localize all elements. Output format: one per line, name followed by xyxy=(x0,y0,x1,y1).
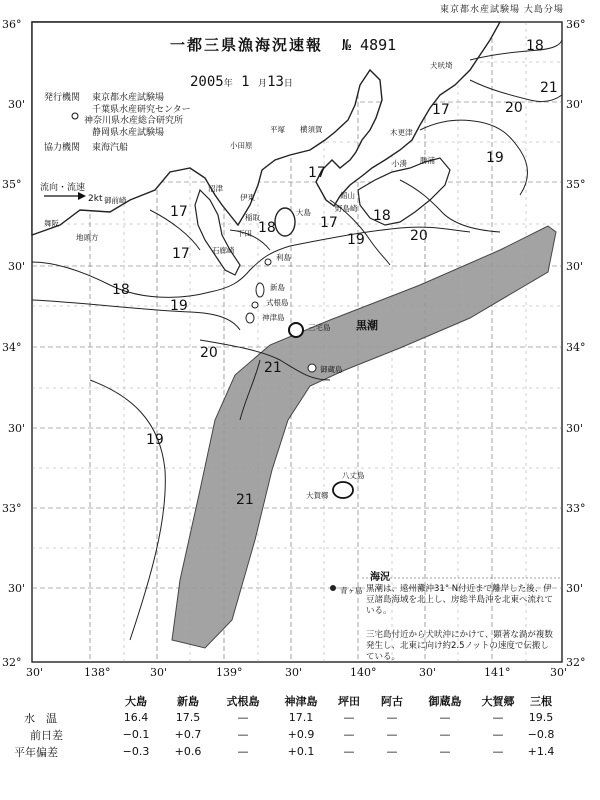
table-cell: — xyxy=(386,728,398,741)
table-cell: — xyxy=(492,745,504,758)
isotherm-label: 19 xyxy=(170,298,188,314)
lat-label-right: 30' xyxy=(566,582,584,595)
table-row xyxy=(10,743,560,760)
date-day-unit: 日 xyxy=(283,79,293,89)
island-aogashima xyxy=(330,585,336,591)
isotherm-label: 17 xyxy=(308,165,326,181)
row-label: 平年偏差 xyxy=(14,745,58,759)
column-header: 式根島 xyxy=(226,694,260,708)
lat-label-right: 30' xyxy=(566,98,584,111)
isotherm-label: 17 xyxy=(172,246,190,262)
island-niijima xyxy=(256,283,264,297)
table-cell: — xyxy=(439,745,451,758)
place-label: 八丈島 xyxy=(342,471,365,480)
isotherm-label: 18 xyxy=(526,38,544,54)
place-label: 野島崎 xyxy=(335,204,358,213)
lat-label: 36° xyxy=(2,18,22,31)
place-label: 神津島 xyxy=(262,313,285,322)
place-label: 青ヶ島 xyxy=(340,586,363,595)
isotherm-label: 20 xyxy=(505,100,523,116)
source-header: 東京都水産試験場 大島分場 xyxy=(440,5,564,15)
report-title: 一都三県漁海況速報 xyxy=(170,36,324,54)
island-toshima xyxy=(265,259,271,265)
water-temperature-table xyxy=(10,692,560,760)
table-cell: — xyxy=(492,728,504,741)
place-label: 伊東 xyxy=(240,193,255,202)
table-cell: — xyxy=(237,745,249,758)
place-label: 小田原 xyxy=(230,141,253,150)
column-header: 大賀郷 xyxy=(481,694,515,708)
column-header: 新島 xyxy=(177,694,199,708)
issuers-label: 発行機関 xyxy=(44,93,81,103)
date-year-unit: 年 xyxy=(223,79,233,89)
date-month: 1 xyxy=(241,74,250,90)
isotherm-label: 18 xyxy=(112,282,130,298)
table-cell: +0.7 xyxy=(174,728,202,741)
table-cell: — xyxy=(343,745,355,758)
lat-label-right: 34° xyxy=(566,341,586,354)
place-label: 大島 xyxy=(296,208,311,217)
table-cell: +0.9 xyxy=(287,728,315,741)
lon-label: 30' xyxy=(285,666,303,679)
issuer-item: 東京都水産試験場 xyxy=(92,93,165,103)
place-label: 稲取 xyxy=(245,213,260,222)
lat-label: 35° xyxy=(2,178,22,191)
table-cell: 19.5 xyxy=(528,711,554,724)
table-cell: — xyxy=(237,711,249,724)
table-cell: −0.1 xyxy=(122,728,150,741)
lon-label: 138° xyxy=(84,666,111,679)
place-label: 大賀郷 xyxy=(306,491,329,500)
island-hachijojima xyxy=(333,482,353,498)
isotherm-label: 21 xyxy=(236,492,254,508)
place-label: 御前崎 xyxy=(104,196,127,205)
cooperation-label: 協力機関 xyxy=(44,143,81,153)
cooperation-value: 東海汽船 xyxy=(92,143,129,153)
table-cell: — xyxy=(439,711,451,724)
lat-label: 30' xyxy=(8,422,26,435)
place-label: 地頭方 xyxy=(76,233,99,242)
lon-label: 141° xyxy=(484,666,511,679)
lat-label-right: 30' xyxy=(566,422,584,435)
place-label: 小湊 xyxy=(392,159,407,168)
sea-condition-text-1: 黒潮は、遠州灘沖31° N付近まで離岸した後、伊豆諸島海域を北上し、房総半島沖を北東へ流れている。 xyxy=(366,584,554,616)
place-label: 利島 xyxy=(276,253,291,262)
table-cell: — xyxy=(386,745,398,758)
island-oshima xyxy=(275,208,295,236)
lon-label: 30' xyxy=(150,666,168,679)
lat-label-right: 33° xyxy=(566,502,586,515)
isotherm-label: 20 xyxy=(200,345,218,361)
island-shikinejima xyxy=(252,302,258,308)
current-legend-label: 流向・流速 xyxy=(40,183,86,193)
issuer-item: 千葉県水産研究センター xyxy=(92,105,191,115)
place-label: 下田 xyxy=(237,229,252,238)
kuroshio-label: 黒潮 xyxy=(356,319,378,332)
date-day: 13 xyxy=(267,74,284,90)
lat-label: 32° xyxy=(2,656,22,669)
table-cell: — xyxy=(343,728,355,741)
isotherm-label: 21 xyxy=(540,80,558,96)
lon-label: 30' xyxy=(26,666,44,679)
lon-label: 139° xyxy=(216,666,243,679)
lat-label: 33° xyxy=(2,502,22,515)
report-date xyxy=(190,74,293,90)
date-year: 2005 xyxy=(190,74,224,90)
column-header: 御蔵島 xyxy=(428,694,462,708)
table-cell: −0.3 xyxy=(122,745,150,758)
place-label: 御蔵島 xyxy=(320,365,343,374)
table-cell: — xyxy=(386,711,398,724)
current-legend-speed: 2kt xyxy=(88,194,103,204)
table-cell: −0.8 xyxy=(527,728,555,741)
place-label: 勝浦 xyxy=(420,156,435,165)
table-cell: +0.6 xyxy=(174,745,202,758)
place-label: 館山 xyxy=(340,191,355,200)
place-label: 木更津 xyxy=(390,128,413,137)
lat-label: 30' xyxy=(8,260,26,273)
lat-label: 30' xyxy=(8,98,26,111)
isotherm-label: 19 xyxy=(347,232,365,248)
issuer-item: 神奈川県水産総合研究所 xyxy=(84,116,184,126)
table-row xyxy=(10,709,560,726)
row-label: 水 温 xyxy=(24,711,57,725)
isotherm-label: 21 xyxy=(264,360,282,376)
table-cell: 17.1 xyxy=(288,711,314,724)
isotherm-label: 18 xyxy=(258,220,276,236)
lon-label: 140° xyxy=(350,666,377,679)
table-cell: 17.5 xyxy=(175,711,201,724)
table-cell: — xyxy=(492,711,504,724)
place-label: 三宅島 xyxy=(308,323,331,332)
table-row xyxy=(10,726,560,743)
sea-condition-title: 海況 xyxy=(370,572,390,583)
isotherm-label: 19 xyxy=(146,432,164,448)
isotherm-label: 17 xyxy=(432,102,450,118)
isotherm-label: 17 xyxy=(170,204,188,220)
lat-label-right: 36° xyxy=(566,18,586,31)
row-label: 前日差 xyxy=(30,728,63,742)
lat-label-right: 30' xyxy=(566,260,584,273)
isotherm-label: 20 xyxy=(410,228,428,244)
lat-label-right: 32° xyxy=(566,656,586,669)
place-label: 新島 xyxy=(270,283,285,292)
column-header: 三根 xyxy=(530,694,552,708)
table-cell: +0.1 xyxy=(287,745,315,758)
column-header: 神津島 xyxy=(284,694,318,708)
lat-label: 34° xyxy=(2,341,22,354)
kanagawa-marker xyxy=(72,113,78,119)
place-label: 平塚 xyxy=(270,125,285,134)
column-header: 阿古 xyxy=(381,694,403,708)
lon-label: 30' xyxy=(419,666,437,679)
place-label: 沼津 xyxy=(208,184,223,193)
lat-label-right: 35° xyxy=(566,178,586,191)
table-cell: — xyxy=(237,728,249,741)
table-cell: — xyxy=(439,728,451,741)
island-miyakejima xyxy=(289,323,303,337)
table-cell: +1.4 xyxy=(527,745,555,758)
sea-condition-text-2: 三宅島付近から犬吠沖にかけて、顕著な渦が複数発生し、北東に向け約2.5ノットの速度で伝搬している。 xyxy=(366,630,553,662)
island-mikurajima xyxy=(308,364,316,372)
place-label: 横須賀 xyxy=(300,125,323,134)
column-header: 坪田 xyxy=(338,694,360,708)
issuer-item: 静岡県水産試験場 xyxy=(92,128,165,138)
date-month-unit: 月 xyxy=(258,79,268,89)
place-label: 犬吠埼 xyxy=(430,61,453,70)
lat-label: 30' xyxy=(8,582,26,595)
place-label: 舞阪 xyxy=(44,219,59,228)
island-kozushima xyxy=(246,313,254,323)
isotherm-label: 18 xyxy=(373,208,391,224)
isotherm-label: 19 xyxy=(486,150,504,166)
table-cell: 16.4 xyxy=(123,711,149,724)
column-header: 大島 xyxy=(125,694,147,708)
lon-label: 30' xyxy=(550,666,568,679)
isotherm-label: 17 xyxy=(320,215,338,231)
issue-number: № 4891 xyxy=(342,36,397,54)
table-cell: — xyxy=(343,711,355,724)
place-label: 式根島 xyxy=(266,298,289,307)
table-header-row xyxy=(10,692,560,709)
place-label: 石廊崎 xyxy=(212,246,235,255)
